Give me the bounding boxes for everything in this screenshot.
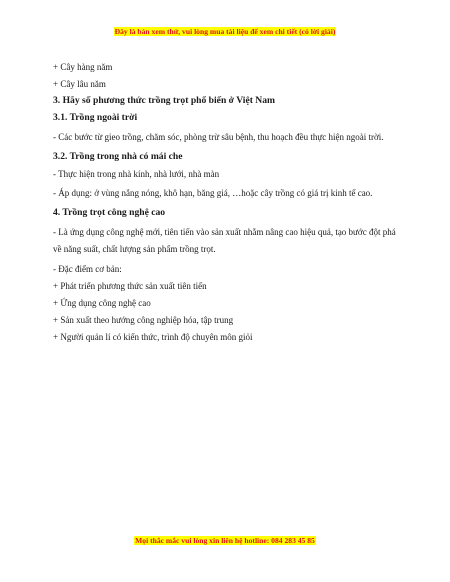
preview-notice-text: Đây là bản xem thử, vui lòng mua tài liệu để xem chi tiết (có lời giải): [114, 27, 336, 36]
list-item: + Phát triển phương thức sản xuất tiên tiến: [53, 281, 207, 291]
paragraph: - Là ứng dụng công nghệ mới, tiên tiến vào sản xuất nhằm nâng cao hiệu quả, tạo bước đột phá về năng suất, chất lượng sản phẩm trồng trọt.: [53, 227, 396, 254]
hotline-notice-banner: [0, 536, 450, 546]
list-item: + Sản xuất theo hướng công nghiệp hóa, tập trung: [53, 315, 234, 325]
paragraph: - Các bước từ gieo trồng, chăm sóc, phòng trừ sâu bệnh, thu hoạch đều thực hiện ngoài trời.: [53, 132, 384, 142]
paragraph: - Áp dụng: ở vùng nắng nóng, khô hạn, băng giá, …hoặc cây trồng có giá trị kinh tế cao.: [53, 188, 373, 198]
list-item: + Người quản lí có kiến thức, trình độ chuyên môn giỏi: [53, 332, 253, 342]
subsection-heading: 3.2. Trồng trong nhà có mái che: [53, 151, 183, 162]
list-item: - Đặc điểm cơ bản:: [53, 264, 122, 274]
subsection-heading: 3.1. Trồng ngoài trời: [53, 112, 138, 123]
hotline-notice-text: Mọi thắc mắc vui lòng xin liên hệ hotline: 084 283 45 85: [135, 536, 315, 545]
list-item: + Cây hàng năm: [53, 62, 113, 72]
list-item: + Cây lâu năm: [53, 79, 106, 89]
list-item: - Thực hiện trong nhà kính, nhà lưới, nhà màn: [53, 169, 220, 179]
document-body: [53, 61, 405, 348]
list-item: + Ứng dụng công nghệ cao: [53, 298, 151, 308]
section-heading: 3. Hãy số phương thức trồng trọt phổ biến ở Việt Nam: [53, 95, 276, 106]
section-heading: 4. Trồng trọt công nghệ cao: [53, 207, 166, 218]
preview-notice-banner: [0, 27, 450, 37]
